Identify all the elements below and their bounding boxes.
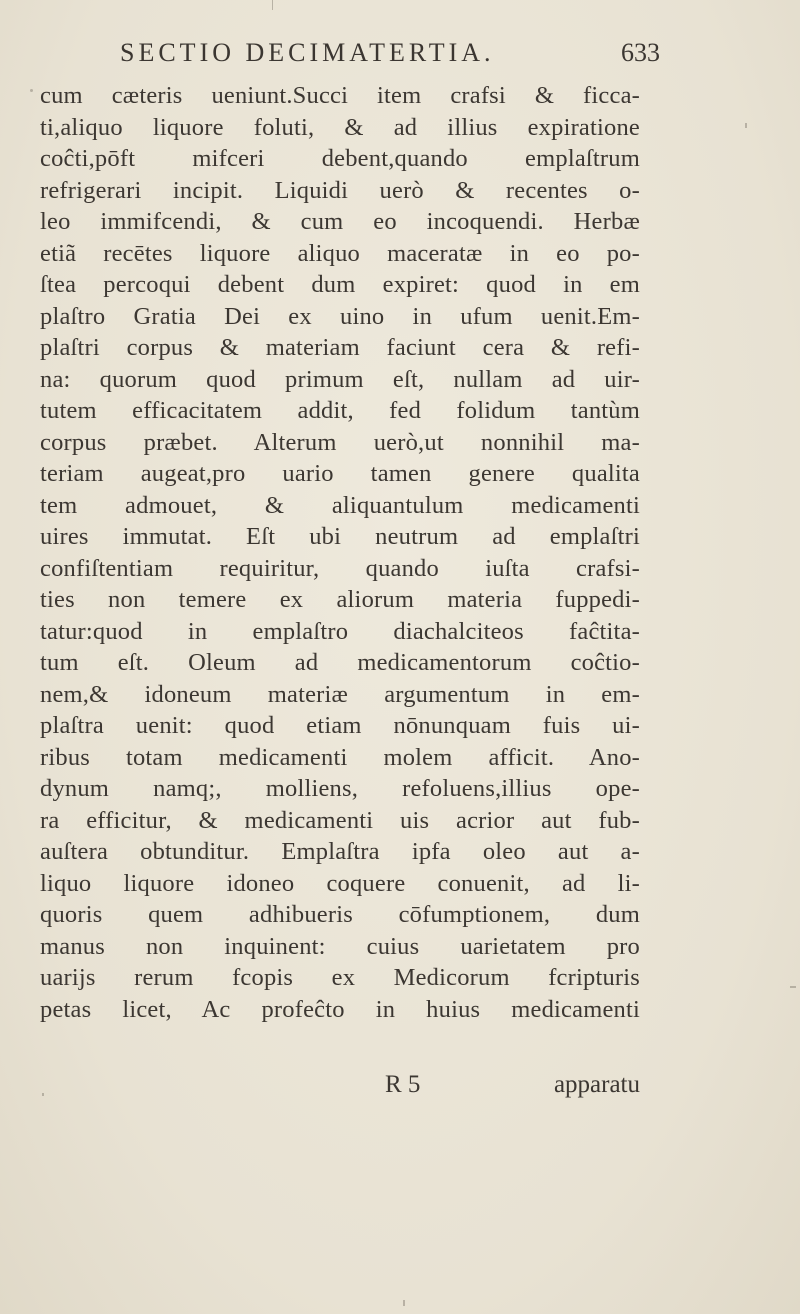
body-text <box>40 80 640 1025</box>
text-line: cum cæteris ueniunt.Succi item crafsi & ficca- <box>40 82 640 109</box>
text-line: auſtera obtunditur. Emplaſtra ipfa oleo aut a- <box>40 838 640 865</box>
text-line: ra efficitur, & medicamenti uis acrior aut fub- <box>40 806 640 834</box>
text-line: plaſtri corpus & materiam faciunt cera & refi- <box>40 334 640 361</box>
text-line: tem admouet, & aliquantulum medicamenti <box>40 491 640 519</box>
text-line: plaſtro Gratia Dei ex uino in ufum uenit.Em- <box>40 302 640 330</box>
text-line: ties non temere ex aliorum materia fuppedi- <box>40 586 640 613</box>
text-line: teriam augeat,pro uario tamen genere qualita <box>40 460 640 487</box>
text-line: quoris quem adhibueris cōfumptionem, dum <box>40 901 640 928</box>
text-line: coĉti,pōft mifceri debent,quando emplaſtrum <box>40 145 640 172</box>
paper-speck <box>790 986 796 988</box>
text-line: ſtea percoqui debent dum expiret: quod in em <box>40 271 640 298</box>
page-footer <box>40 1071 640 1105</box>
text-line: corpus præbet. Alterum uerò,ut nonnihil ma- <box>40 428 640 456</box>
catchword: apparatu <box>553 1071 640 1098</box>
text-line: refrigerari incipit. Liquidi uerò & recentes o- <box>40 176 640 204</box>
text-line: plaſtra uenit: quod etiam nōnunquam fuis ui- <box>40 712 640 739</box>
text-line: uarijs rerum fcopis ex Medicorum fcripturis <box>40 964 640 991</box>
text-line: tatur:quod in emplaſtro diachalciteos faĉtita- <box>40 617 640 645</box>
text-line: liquo liquore idoneo coquere conuenit, ad li- <box>40 869 640 897</box>
text-line: confiſtentiam requiritur, quando iuſta crafsi- <box>40 554 640 582</box>
text-line: nem,& idoneum materiæ argumentum in em- <box>40 680 640 708</box>
paper-speck <box>272 0 273 10</box>
paper-speck <box>403 1300 405 1306</box>
text-line: dynum namq;, molliens, refoluens,illius ope- <box>40 775 640 802</box>
text-line: leo immifcendi, & cum eo incoquendi. Herbæ <box>40 208 640 235</box>
paper-speck <box>745 123 747 128</box>
signature-mark: R 5 <box>385 1071 421 1098</box>
text-line: uires immutat. Eſt ubi neutrum ad emplaſtri <box>40 523 640 550</box>
text-line: etiã recētes liquore aliquo maceratæ in eo po- <box>40 239 640 267</box>
text-line: na: quorum quod primum eſt, nullam ad uir- <box>40 365 640 393</box>
paper-speck <box>42 1093 44 1096</box>
text-line: tum eſt. Oleum ad medicamentorum coĉtio- <box>40 649 640 676</box>
page-number: 633 <box>621 38 660 67</box>
text-line: ti,aliquo liquore foluti, & ad illius expiratione <box>40 113 640 141</box>
text-line: petas licet, Ac profeĉto in huius medicamenti <box>40 995 640 1023</box>
text-line: manus non inquinent: cuius uarietatem pro <box>40 932 640 960</box>
page-header <box>90 38 660 78</box>
paper-speck <box>30 89 33 92</box>
text-line: ribus totam medicamenti molem afficit. Ano- <box>40 743 640 771</box>
text-line: tutem efficacitatem addit, fed folidum tantùm <box>40 397 640 424</box>
running-head: SECTIO DECIMATERTIA. <box>120 38 495 67</box>
